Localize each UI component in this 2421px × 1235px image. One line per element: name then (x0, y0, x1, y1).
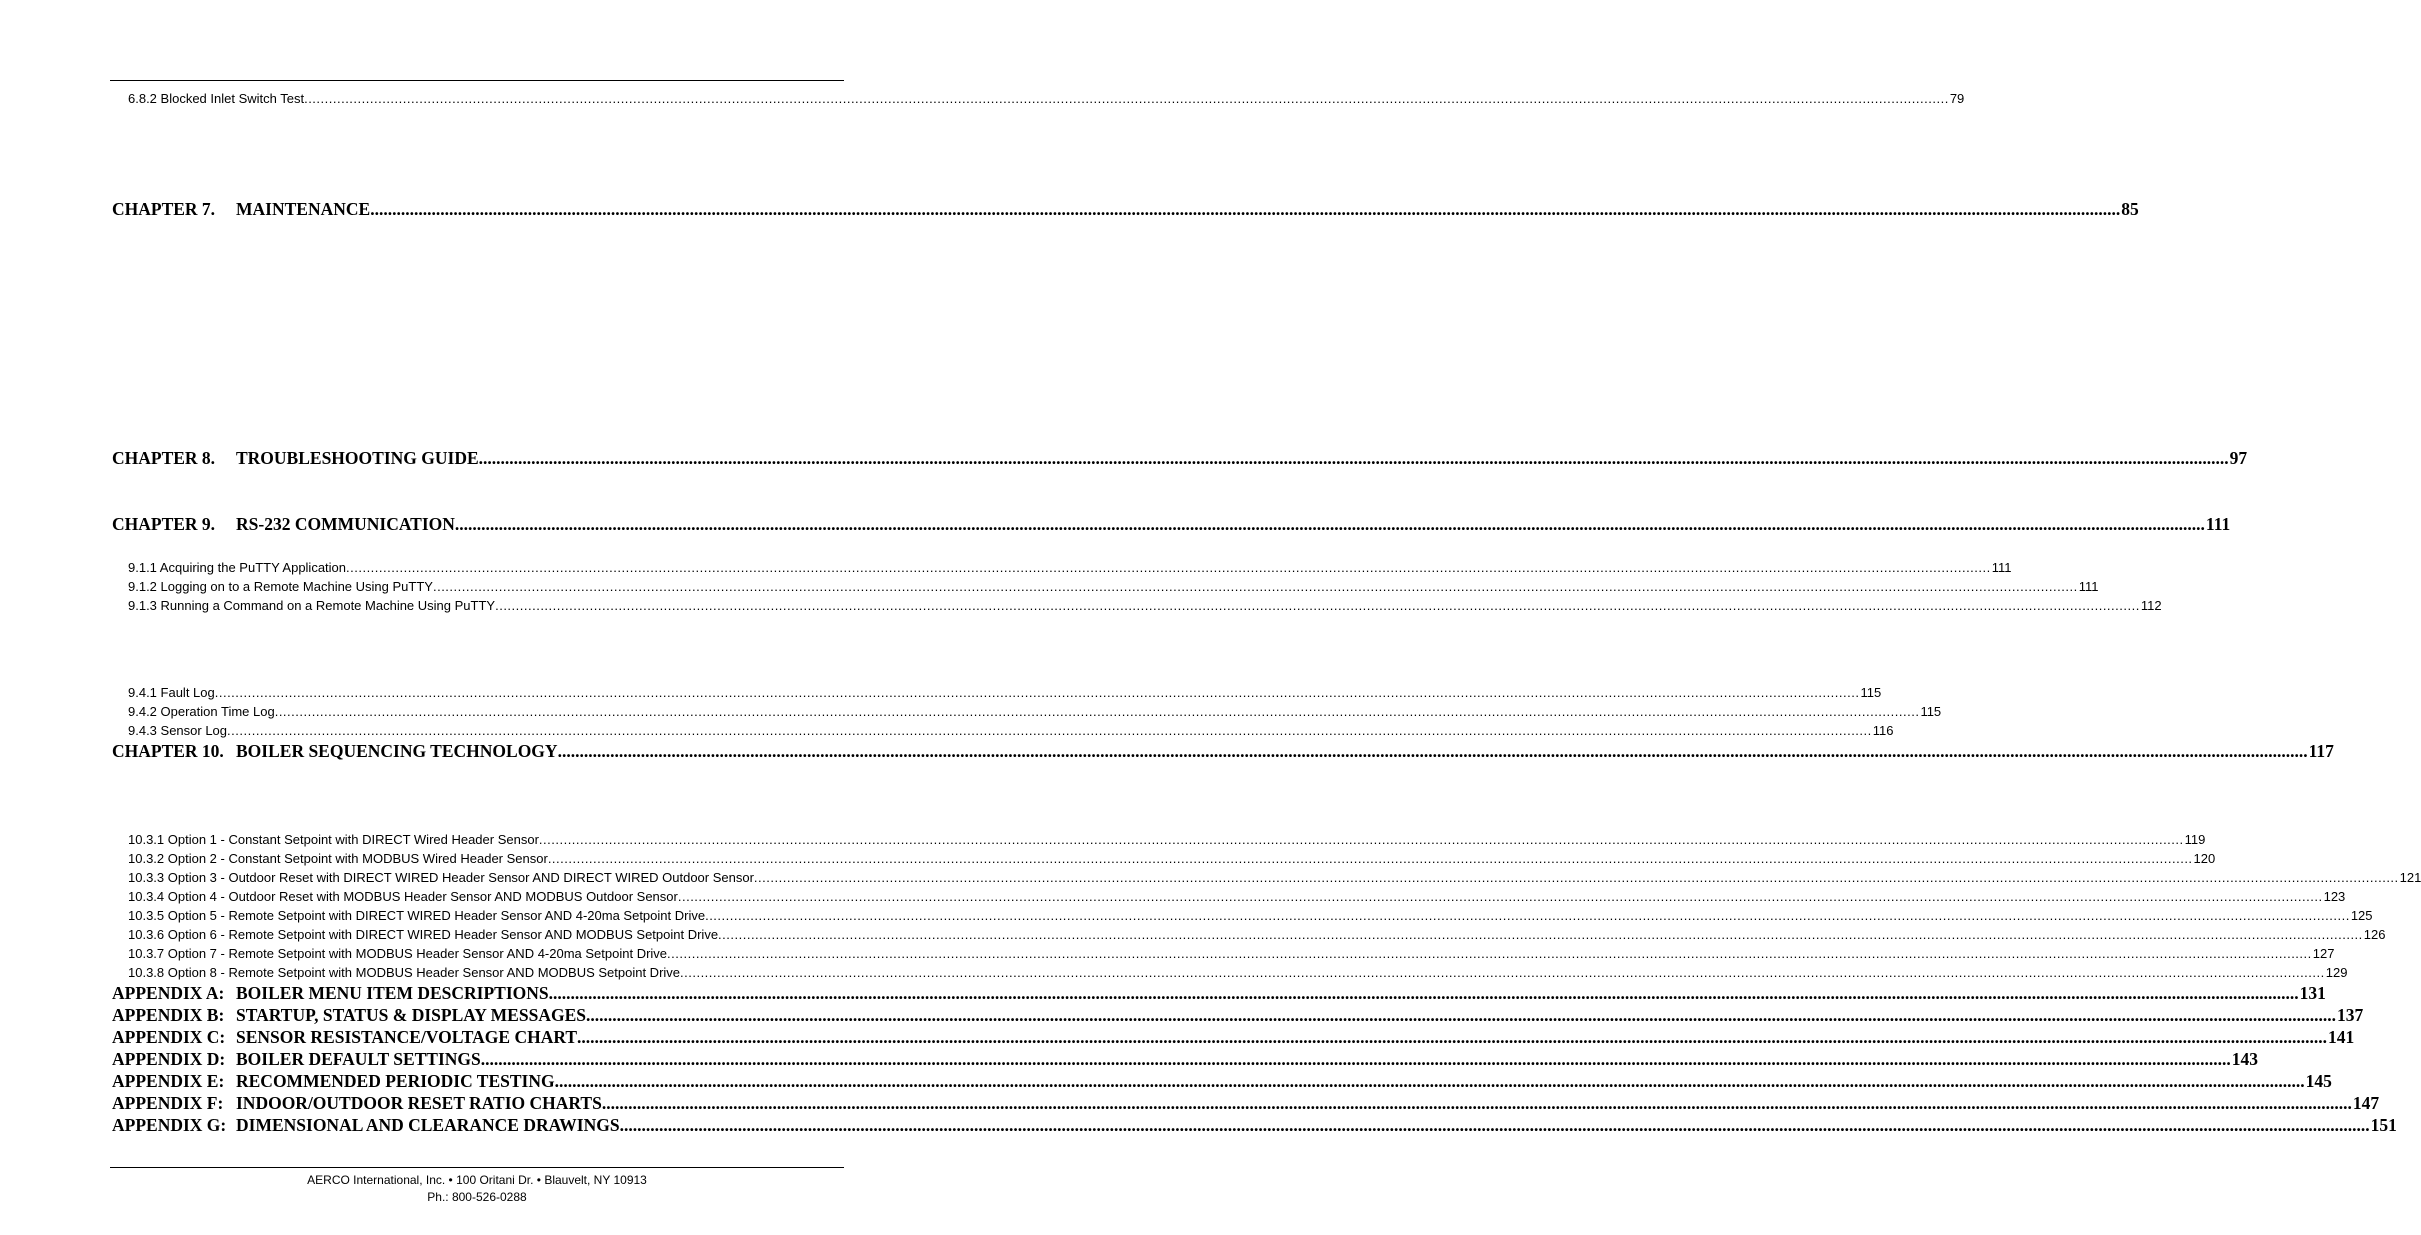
appendix-title: SENSOR RESISTANCE/VOLTAGE CHART (236, 1027, 578, 1047)
toc-page-number: 79 (1949, 91, 1965, 106)
toc-page-number: 137 (2336, 1005, 2364, 1025)
appendix-letter: APPENDIX E: (112, 1071, 225, 1091)
toc-page-number: 119 (2184, 832, 2206, 847)
dot-leader: ................................................................................................................................................................................................................................................................................................................................................................................................................ (577, 1027, 2328, 1047)
toc-entry-6-8-2[interactable] (128, 91, 1965, 106)
toc-appendix-g[interactable] (112, 1115, 2397, 1136)
toc-entry-label: 10.3.4 Option 4 - Outdoor Reset with MODBUS Header Sensor AND MODBUS Outdoor Sensor (128, 889, 678, 904)
appendix-letter: APPENDIX D: (112, 1049, 226, 1069)
toc-page-number: 121 (2399, 870, 2421, 885)
toc-entry-label: 10.3.2 Option 2 - Constant Setpoint with MODBUS Wired Header Sensor (128, 851, 548, 866)
toc-page-number: 147 (2352, 1093, 2380, 1113)
toc-entry-label: 9.1.2 Logging on to a Remote Machine Using PuTTY (128, 579, 433, 594)
toc-entry-label: 10.3.8 Option 8 - Remote Setpoint with MODBUS Header Sensor AND MODBUS Setpoint Drive (128, 965, 681, 980)
toc-entry-label: 9.1.3 Running a Command on a Remote Machine Using PuTTY (128, 598, 496, 613)
page-footer (110, 1172, 844, 1206)
appendix-title: RECOMMENDED PERIODIC TESTING (236, 1071, 555, 1091)
dot-leader: ................................................................................................................................................................................................................................................................................................................................................................................................................ (274, 704, 1920, 719)
toc-page-number: 129 (2325, 965, 2348, 980)
dot-leader: ................................................................................................................................................................................................................................................................................................................................................................................................................ (753, 870, 2399, 885)
toc-page-number: 116 (1872, 723, 1894, 738)
toc-entry-label: 10.3.1 Option 1 - Constant Setpoint with DIRECT Wired Header Sensor (128, 832, 539, 847)
toc-entry-label: 9.4.1 Fault Log (128, 685, 215, 700)
toc-entry-9-4-2[interactable] (128, 704, 1942, 719)
toc-entry-10-3-8[interactable] (128, 965, 2348, 980)
dot-leader: ................................................................................................................................................................................................................................................................................................................................................................................................................ (304, 91, 1949, 106)
toc-chapter-9[interactable] (112, 514, 2231, 535)
footer-rule (110, 1167, 844, 1168)
toc-entry-label: 10.3.3 Option 3 - Outdoor Reset with DIRECT WIRED Header Sensor AND DIRECT WIRED Outdoor Sensor (128, 870, 754, 885)
dot-leader: ................................................................................................................................................................................................................................................................................................................................................................................................................ (227, 723, 1872, 738)
toc-page-number: 117 (2308, 741, 2334, 761)
appendix-letter: APPENDIX A: (112, 983, 225, 1003)
footer-address: AERCO International, Inc. • 100 Oritani Dr. • Blauvelt, NY 10913 (307, 1173, 647, 1187)
toc-entry-label: 9.1.1 Acquiring the PuTTY Application (128, 560, 347, 575)
toc-page-number: 131 (2299, 983, 2326, 1003)
toc-page-number: 111 (2078, 579, 2099, 594)
dot-leader: ................................................................................................................................................................................................................................................................................................................................................................................................................ (677, 889, 2323, 904)
toc-page-number: 145 (2305, 1071, 2332, 1091)
dot-leader: ................................................................................................................................................................................................................................................................................................................................................................................................................ (619, 1115, 2370, 1135)
toc-entry-label: 9.4.3 Sensor Log (128, 723, 228, 738)
toc-page-number: 115 (1920, 704, 1942, 719)
header-rule (110, 80, 844, 81)
toc-entry-10-3-6[interactable] (128, 927, 2386, 942)
chapter-number: CHAPTER 7. (112, 199, 216, 219)
toc-entry-10-3-7[interactable] (128, 946, 2335, 961)
toc-page-number: 123 (2323, 889, 2346, 904)
chapter-title: RS-232 COMMUNICATION (236, 514, 455, 534)
toc-page-number: 85 (2121, 199, 2139, 219)
dot-leader: ................................................................................................................................................................................................................................................................................................................................................................................................................ (432, 579, 2078, 594)
dot-leader: ................................................................................................................................................................................................................................................................................................................................................................................................................ (601, 1093, 2352, 1113)
chapter-title: MAINTENANCE (236, 199, 371, 219)
chapter-title: TROUBLESHOOTING GUIDE (236, 448, 479, 468)
dot-leader: ................................................................................................................................................................................................................................................................................................................................................................................................................ (454, 514, 2205, 534)
toc-entry-label: 10.3.5 Option 5 - Remote Setpoint with DIRECT WIRED Header Sensor AND 4-20ma Setpoint Drive (128, 908, 706, 923)
dot-leader: ................................................................................................................................................................................................................................................................................................................................................................................................................ (538, 832, 2184, 847)
dot-leader: ................................................................................................................................................................................................................................................................................................................................................................................................................ (214, 685, 1860, 700)
toc-entry-9-4-3[interactable] (128, 723, 1894, 738)
dot-leader: ................................................................................................................................................................................................................................................................................................................................................................................................................ (370, 199, 2121, 219)
toc-entry-10-3-1[interactable] (128, 832, 2206, 847)
toc-appendix-e[interactable] (112, 1071, 2332, 1092)
toc-appendix-d[interactable] (112, 1049, 2259, 1070)
dot-leader: ................................................................................................................................................................................................................................................................................................................................................................................................................ (547, 851, 2193, 866)
toc-page-number: 151 (2370, 1115, 2397, 1135)
toc-page-number: 125 (2350, 908, 2373, 923)
dot-leader: ................................................................................................................................................................................................................................................................................................................................................................................................................ (680, 965, 2325, 980)
appendix-letter: APPENDIX B: (112, 1005, 225, 1025)
appendix-letter: APPENDIX F: (112, 1093, 224, 1113)
toc-page-number: 126 (2363, 927, 2386, 942)
dot-leader: ................................................................................................................................................................................................................................................................................................................................................................................................................ (557, 741, 2308, 761)
dot-leader: ................................................................................................................................................................................................................................................................................................................................................................................................................ (480, 1049, 2231, 1069)
toc-page-number: 111 (2205, 514, 2231, 534)
dot-leader: ................................................................................................................................................................................................................................................................................................................................................................................................................ (495, 598, 2140, 613)
toc-entry-9-1-3[interactable] (128, 598, 2162, 613)
toc-entry-label: 10.3.7 Option 7 - Remote Setpoint with MODBUS Header Sensor AND 4-20ma Setpoint Drive (128, 946, 668, 961)
dot-leader: ................................................................................................................................................................................................................................................................................................................................................................................................................ (585, 1005, 2336, 1025)
dot-leader: ................................................................................................................................................................................................................................................................................................................................................................................................................ (554, 1071, 2305, 1091)
dot-leader: ................................................................................................................................................................................................................................................................................................................................................................................................................ (705, 908, 2350, 923)
appendix-title: BOILER DEFAULT SETTINGS (236, 1049, 481, 1069)
appendix-title: DIMENSIONAL AND CLEARANCE DRAWINGS (236, 1115, 620, 1135)
appendix-title: STARTUP, STATUS & DISPLAY MESSAGES (236, 1005, 586, 1025)
dot-leader: ................................................................................................................................................................................................................................................................................................................................................................................................................ (718, 927, 2363, 942)
footer-phone: Ph.: 800-526-0288 (427, 1190, 527, 1204)
toc-page-number: 97 (2229, 448, 2248, 468)
toc-page-number: 127 (2312, 946, 2335, 961)
appendix-title: INDOOR/OUTDOOR RESET RATIO CHARTS (236, 1093, 602, 1113)
toc-appendix-b[interactable] (112, 1005, 2364, 1026)
toc-entry-label: 10.3.6 Option 6 - Remote Setpoint with DIRECT WIRED Header Sensor AND MODBUS Setpoint Drive (128, 927, 719, 942)
toc-page-number: 112 (2140, 598, 2162, 613)
toc-entry-9-1-1[interactable] (128, 560, 2012, 575)
toc-entry-label: 9.4.2 Operation Time Log (128, 704, 275, 719)
dot-leader: ................................................................................................................................................................................................................................................................................................................................................................................................................ (667, 946, 2312, 961)
toc-entry-label: 6.8.2 Blocked Inlet Switch Test (128, 91, 305, 106)
dot-leader: ................................................................................................................................................................................................................................................................................................................................................................................................................ (346, 560, 1991, 575)
toc-chapter-8[interactable] (112, 448, 2248, 469)
chapter-number: CHAPTER 8. (112, 448, 216, 468)
toc-appendix-f[interactable] (112, 1093, 2380, 1114)
toc-appendix-c[interactable] (112, 1027, 2355, 1048)
chapter-title: BOILER SEQUENCING TECHNOLOGY (236, 741, 558, 761)
toc-page-number: 143 (2231, 1049, 2259, 1069)
toc-page-number: 115 (1860, 685, 1882, 700)
toc-page-number: 141 (2328, 1027, 2355, 1047)
toc-entry-9-1-2[interactable] (128, 579, 2099, 594)
dot-leader: ................................................................................................................................................................................................................................................................................................................................................................................................................ (548, 983, 2299, 1003)
toc-entry-10-3-5[interactable] (128, 908, 2373, 923)
toc-entry-10-3-4[interactable] (128, 889, 2346, 904)
appendix-letter: APPENDIX C: (112, 1027, 226, 1047)
toc-chapter-10[interactable] (112, 741, 2334, 762)
dot-leader: ................................................................................................................................................................................................................................................................................................................................................................................................................ (478, 448, 2229, 468)
appendix-title: BOILER MENU ITEM DESCRIPTIONS (236, 983, 549, 1003)
toc-page-number: 111 (1991, 560, 2012, 575)
toc-entry-10-3-2[interactable] (128, 851, 2216, 866)
toc-entry-10-3-3[interactable] (128, 870, 2421, 885)
appendix-letter: APPENDIX G: (112, 1115, 227, 1135)
toc-page-number: 120 (2193, 851, 2216, 866)
toc-chapter-7[interactable] (112, 199, 2139, 220)
chapter-number: CHAPTER 9. (112, 514, 216, 534)
chapter-number: CHAPTER 10. (112, 741, 224, 761)
toc-entry-9-4-1[interactable] (128, 685, 1882, 700)
toc-appendix-a[interactable] (112, 983, 2326, 1004)
